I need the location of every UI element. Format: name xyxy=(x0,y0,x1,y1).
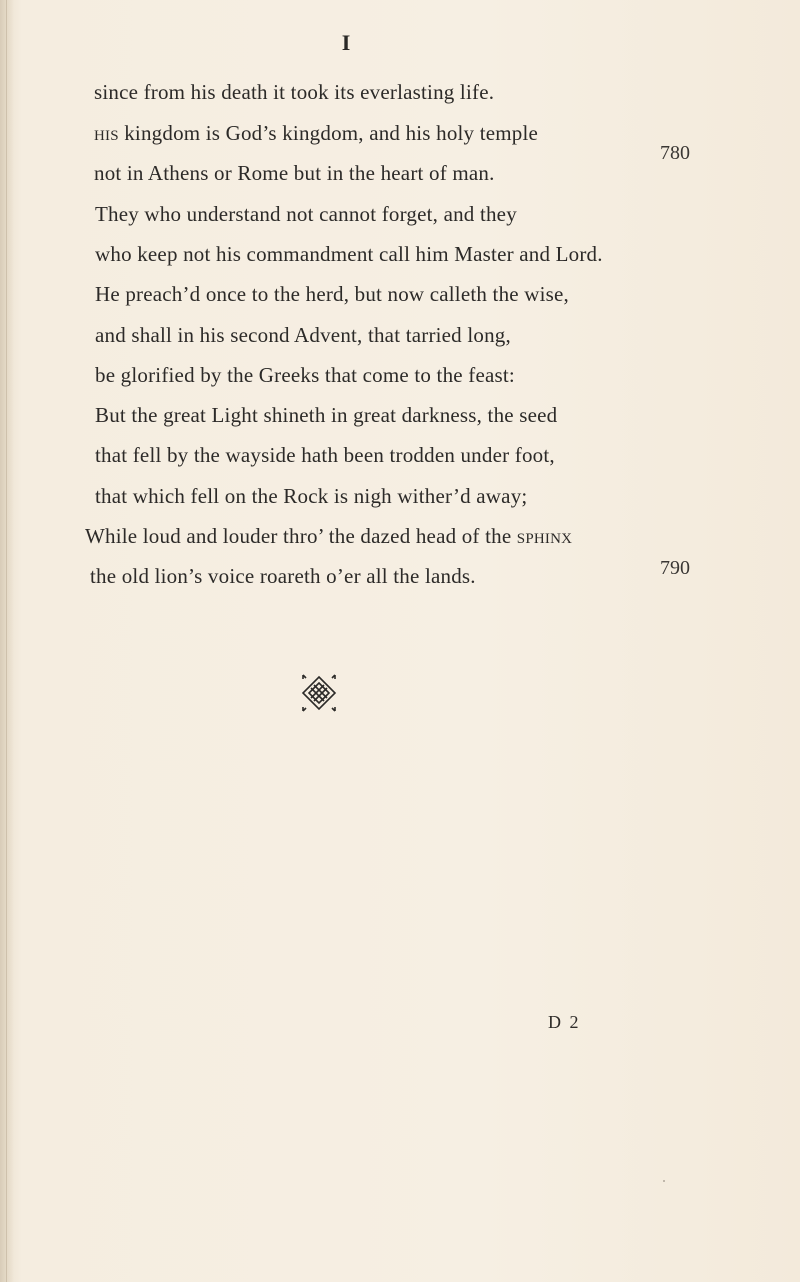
verse-line-1: since from his death it took its everlasting life. xyxy=(94,80,495,104)
small-caps-word: his xyxy=(94,121,119,145)
signature-mark: D 2 xyxy=(548,1012,581,1032)
binding-gutter xyxy=(0,0,14,1282)
verse-line-2 xyxy=(94,121,538,146)
small-caps-word: sphinx xyxy=(516,524,573,548)
printer-ornament-icon xyxy=(298,672,340,714)
verse-line-12 xyxy=(85,524,572,549)
line-number-790: 790 xyxy=(660,557,690,579)
verse-line-2-rest: kingdom is God’s kingdom, and his holy temple xyxy=(118,121,539,145)
verse-line-10: that fell by the wayside hath been trodden under foot, xyxy=(95,443,555,467)
verse-line-3: not in Athens or Rome but in the heart of man. xyxy=(94,161,495,185)
verse-line-7: and shall in his second Advent, that tarried long, xyxy=(95,323,511,347)
verse-line-8: be glorified by the Greeks that come to the feast: xyxy=(95,363,515,387)
gutter-shadow-line xyxy=(6,0,7,1282)
verse-line-13: the old lion’s voice roareth o’er all the lands. xyxy=(90,564,476,588)
paper-speck xyxy=(663,1180,665,1182)
verse-line-4: They who understand not cannot forget, and they xyxy=(95,202,517,226)
verse-line-12-text: While loud and louder thro’ the dazed head of the xyxy=(85,524,517,548)
verse-line-11: that which fell on the Rock is nigh wither’d away; xyxy=(95,484,528,508)
verse-line-5: who keep not his commandment call him Master and Lord. xyxy=(95,242,603,266)
page-number: I xyxy=(341,30,351,55)
verse-line-6: He preach’d once to the herd, but now calleth the wise, xyxy=(95,282,569,306)
line-number-780: 780 xyxy=(660,142,690,164)
verse-line-9: But the great Light shineth in great darkness, the seed xyxy=(95,403,558,427)
